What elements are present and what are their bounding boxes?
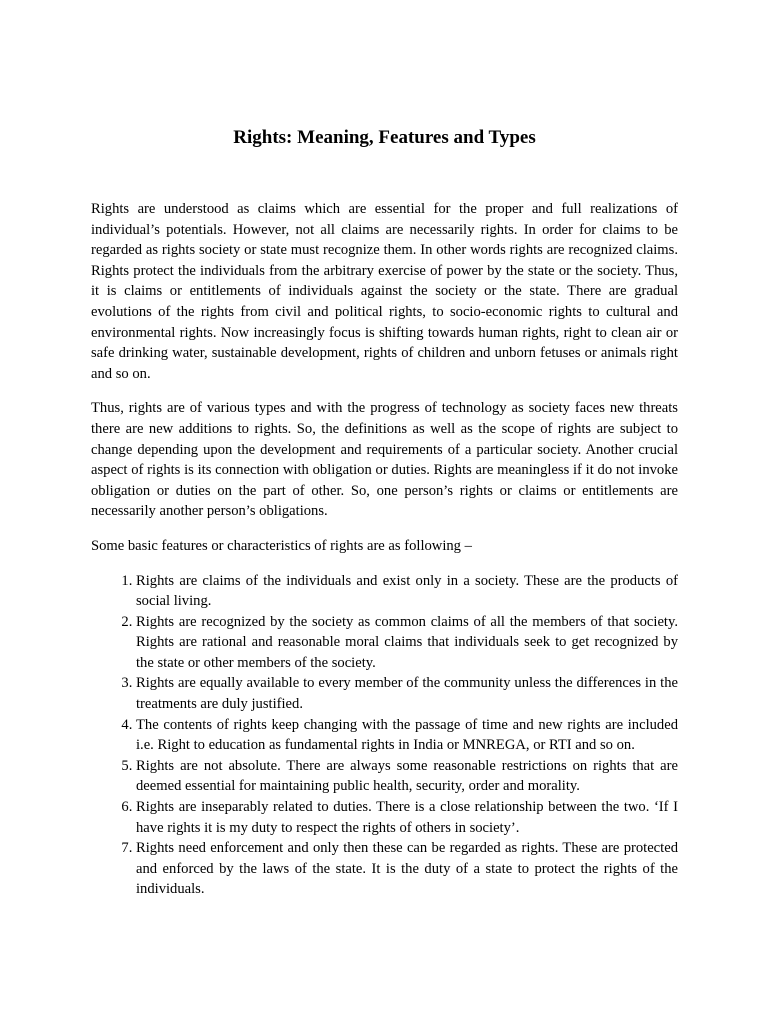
paragraph-intro: Rights are understood as claims which are essential for the proper and full realizations of individual’s potentials. However, not all claims are necessarily rights. In order for claims to be regarded as rights society or state must recognize them. In other words rights are recognized claims. Rights protect the individuals from the arbitrary exercise of power by the state or the society. Thus, it is claims or entitlements of individuals against the society or the state. There are gradual evolutions of the rights from civil and political rights, to socio-economic rights to cultural and environmental rights. Now increasingly focus is shifting towards human rights, right to clean air or safe drinking water, sustainable development, rights of children and unborn fetuses or animals right and so on.: [91, 201, 678, 382]
list-item: 1. Rights are claims of the individuals and exist only in a society. These are the products of social living.: [136, 571, 678, 612]
list-item: 4. The contents of rights keep changing with the passage of time and new rights are included i.e. Right to education as fundamental rights in India or MNREGA, or RTI and so on.: [136, 715, 678, 756]
paragraph-features-lead: Some basic features or characteristics of rights are as following –: [91, 537, 472, 554]
list-item: 5. Rights are not absolute. There are always some reasonable restrictions on rights that are deemed essential for maintaining public health, security, order and morality.: [136, 756, 678, 797]
list-item: 7. Rights need enforcement and only then these can be regarded as rights. These are protected and enforced by the laws of the state. It is the duty of a state to protect the rights of the individuals.: [136, 838, 678, 900]
list-item: 6. Rights are inseparably related to duties. There is a close relationship between the two. ‘If I have rights it is my duty to respect the rights of others in society’.: [136, 797, 678, 838]
list-item: 3. Rights are equally available to every member of the community unless the differences in the treatments are duly justified.: [136, 673, 678, 714]
features-list: [91, 571, 678, 901]
list-item: 2. Rights are recognized by the society as common claims of all the members of that society. Rights are rational and reasonable moral claims that individuals seek to get recognized by the state or other members of the society.: [136, 612, 678, 674]
document-title: Rights: Meaning, Features and Types: [233, 127, 536, 148]
paragraph-types: Thus, rights are of various types and with the progress of technology as society faces new threats there are new additions to rights. So, the definitions as well as the scope of rights are subject to change depending upon the development and requirements of a particular society. Another crucial aspect of rights is its connection with obligation or duties. Rights are meaningless if it do not invoke obligation or duties on the part of other. So, one person’s rights or claims or entitlements are necessarily another person’s obligations.: [91, 400, 678, 520]
document-body: [91, 199, 678, 900]
